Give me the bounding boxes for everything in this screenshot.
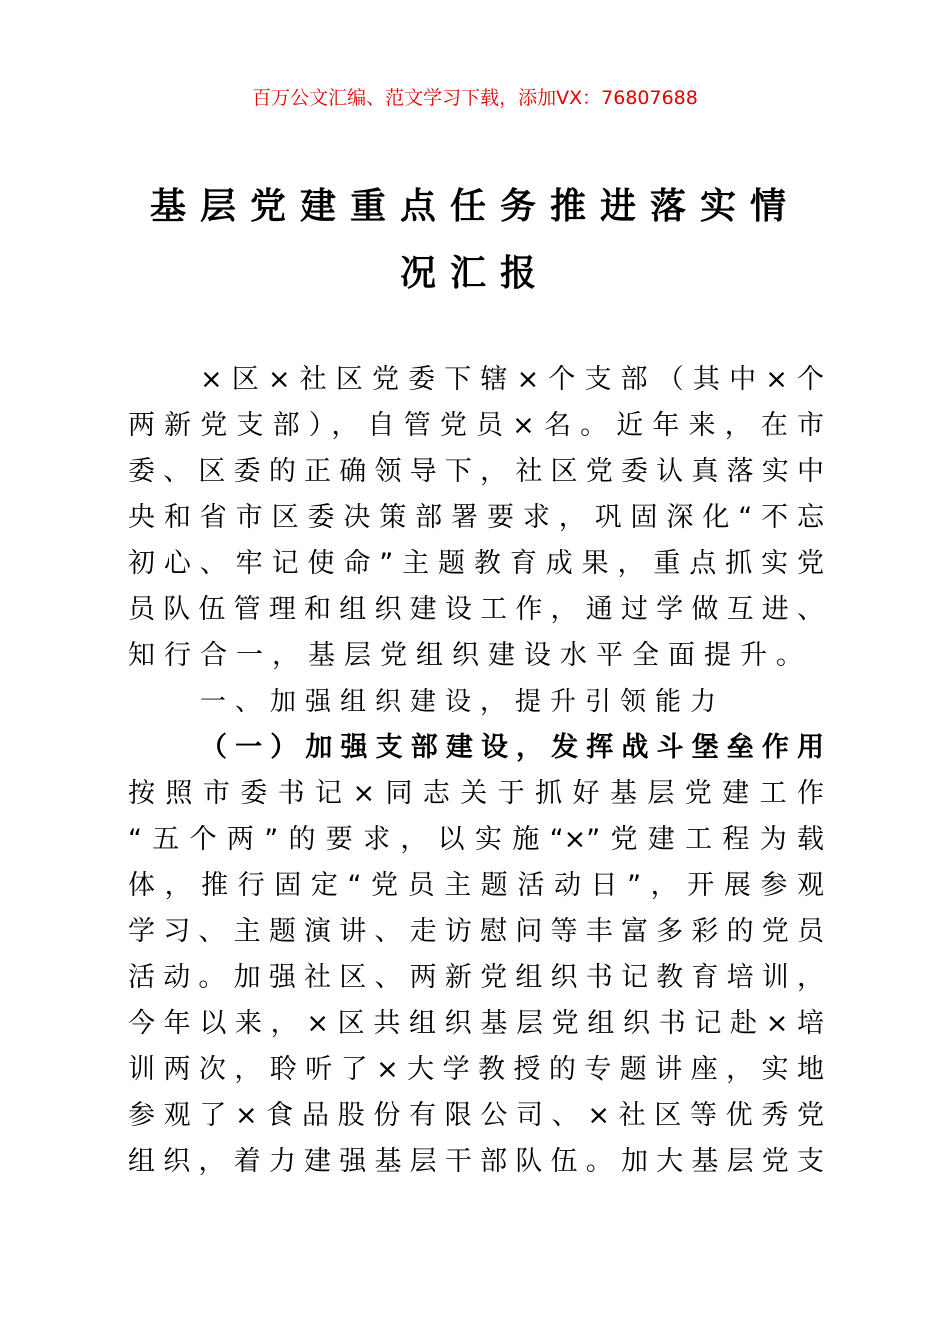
body-line: 体，推行固定“党员主题活动日”，开展参观: [128, 870, 824, 901]
body-line: 委、区委的正确领导下，社区党委认真落实中: [128, 456, 824, 487]
body-line: 参观了×食品股份有限公司、×社区等优秀党: [128, 1100, 824, 1131]
body-line: 央和省市区委决策部署要求，巩固深化“不忘: [128, 502, 824, 533]
body-line: 今年以来，×区共组织基层党组织书记赴×培: [128, 1008, 824, 1039]
body-line: “五个两”的要求，以实施“×”党建工程为载: [128, 824, 824, 855]
body-line: 两新党支部），自管党员×名。近年来，在市: [128, 410, 824, 441]
body-line: 组织，着力建强基层干部队伍。加大基层党支: [128, 1146, 824, 1177]
body-line: 员队伍管理和组织建设工作，通过学做互进、: [128, 594, 824, 625]
body-line: 知行合一，基层党组织建设水平全面提升。: [128, 640, 812, 671]
body-line: 活动。加强社区、两新党组织书记教育培训，: [128, 962, 824, 993]
body-line: 学习、主题演讲、走访慰问等丰富多彩的党员: [128, 916, 824, 947]
document-title-line-1: 基层党建重点任务推进落实情: [149, 186, 800, 227]
body-line: 初心、牢记使命”主题教育成果，重点抓实党: [128, 548, 824, 579]
document-title-line-2: 况汇报: [399, 253, 550, 294]
body-line: 训两次，聆听了×大学教授的专题讲座，实地: [128, 1054, 824, 1085]
body-line: 按照市委书记×同志关于抓好基层党建工作: [128, 778, 824, 809]
body-line: ×区×社区党委下辖×个支部（其中×个: [200, 364, 824, 395]
download-notice: 百万公文汇编、范文学习下载，添加VX：76807688: [252, 87, 698, 109]
subsection-heading: （一）加强支部建设，发挥战斗堡垒作用: [200, 732, 824, 763]
section-heading: 一、加强组织建设，提升引领能力: [200, 687, 726, 717]
